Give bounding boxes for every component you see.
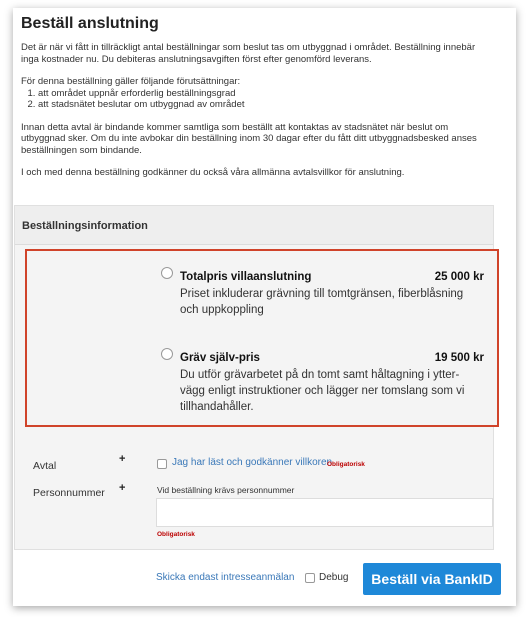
accept-terms-checkbox[interactable] xyxy=(157,459,167,469)
binding-paragraph: Innan detta avtal är bindande kommer samtliga som beställt att kontaktas av stadsnätet när beslut om utbyggnad sker. Om du inte avbokar din beställning inom 30 dagar efter du fått ditt utbyggnadsbesked anses beställningen som bindande. xyxy=(21,121,477,156)
radio-totalpris[interactable] xyxy=(161,267,173,279)
personnummer-input[interactable] xyxy=(156,498,493,527)
required-marker: Obligatorisk xyxy=(327,461,365,468)
description-line: och uppkoppling xyxy=(180,304,264,316)
plus-icon: + xyxy=(119,482,126,494)
description-line: tillhandahåller. xyxy=(180,401,254,413)
accept-terms-link[interactable]: Jag har läst och godkänner villkoren xyxy=(172,457,333,468)
option-price: 19 500 kr xyxy=(434,352,484,364)
description-line: Du utför grävarbetet på dn tomt samt håltagning i ytter- xyxy=(180,369,460,381)
personnummer-hint: Vid beställning krävs personnummer xyxy=(157,485,295,495)
radio-grav-sjalv[interactable] xyxy=(161,348,173,360)
required-marker: Obligatorisk xyxy=(157,531,195,538)
description-line: Priset inkluderar grävning till tomtgränsen, fiberblåsning xyxy=(180,288,464,300)
description-line: vägg enligt instruktioner och lägger ner tomslang som vi xyxy=(180,385,465,397)
condition-item: 2. att stadsnätet beslutar om utbyggnad av området xyxy=(38,99,491,111)
terms-paragraph: I och med denna beställning godkänner du också våra allmänna avtalsvillkor för anslutning. xyxy=(21,167,405,178)
page-title: Beställ anslutning xyxy=(21,15,159,32)
conditions-heading: För denna beställning gäller följande förutsättningar: xyxy=(21,76,241,87)
price-options-box xyxy=(25,249,499,427)
interest-only-link[interactable]: Skicka endast intresseanmälan xyxy=(156,572,295,583)
order-bankid-button[interactable]: Beställ via BankID xyxy=(363,563,501,595)
conditions-list xyxy=(21,88,491,111)
section-header xyxy=(15,206,493,245)
intro-text xyxy=(21,42,491,190)
avtal-label: Avtal xyxy=(33,460,57,472)
order-info-section xyxy=(14,205,494,550)
option-price: 25 000 kr xyxy=(434,271,484,283)
debug-checkbox[interactable] xyxy=(305,573,315,583)
condition-item: 1. att området uppnår erforderlig beställningsgrad xyxy=(38,88,491,100)
section-title: Beställningsinformation xyxy=(22,220,148,232)
personnummer-label: Personnummer xyxy=(33,487,105,499)
option-description xyxy=(180,286,490,318)
option-description xyxy=(180,367,490,415)
debug-label: Debug xyxy=(319,572,349,583)
intro-paragraph: Det är när vi fått in tillräckligt antal beställningar som beslut tas om utbyggnad i området. Beställning innebär inga kostnader nu. Du debiteras anslutningsavgiften först efter genomförd leverans. xyxy=(21,42,476,65)
option-name: Totalpris villaanslutning xyxy=(180,271,312,283)
plus-icon: + xyxy=(119,453,126,465)
option-name: Gräv själv-pris xyxy=(180,352,260,364)
